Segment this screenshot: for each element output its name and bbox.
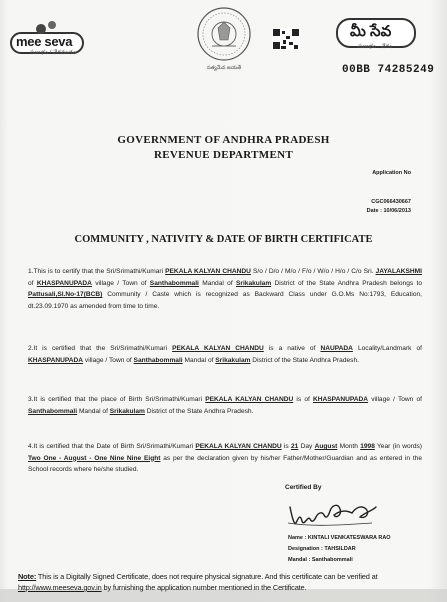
community-name: Pattusali,Sl.No-17(BCB) (28, 291, 103, 298)
verification-link[interactable]: http://www.meeseva.gov.in (18, 583, 102, 592)
village-name: KHASPANUPADA (28, 356, 84, 364)
text-run: of (28, 279, 37, 287)
parent-name: JAYALAKSHMI (375, 268, 422, 275)
mee-seva-logo-right (336, 14, 418, 56)
serial-number: 00BB 74285249 (342, 64, 435, 76)
department-title: REVENUE DEPARTMENT (154, 149, 293, 161)
emblem-caption: సత్యమేవ జయతే (206, 65, 242, 71)
mandal-name: Santhabommali (28, 407, 78, 415)
applicant-name: PEKALA KALYAN CHANDU (172, 345, 264, 352)
text-run: Community / Caste which is recognized as Backward Class under G.O.Ms No:1793, Education, dt.23.09.1970 as amended from time to time. (28, 291, 422, 310)
text-run: 4.It is certified that the Date of Birth Sri/Srimathi/Kumari (28, 443, 196, 450)
note-label: Note: (18, 572, 37, 581)
paragraph-nativity (28, 343, 422, 366)
paragraph-date-of-birth (28, 441, 422, 476)
text-run: Year (in words) (374, 443, 422, 450)
handwritten-signature (282, 493, 380, 533)
text-run: District of the State Andhra Pradesh belongs to (271, 279, 422, 287)
text-run: District of the State Andhra Pradesh. (144, 407, 254, 415)
logo-dot-icon (36, 24, 46, 34)
text-run: Day (298, 443, 315, 450)
government-title: GOVERNMENT OF ANDHRA PRADESH (117, 134, 330, 146)
text-run: Mandal of (77, 407, 110, 415)
mandal-name: Santhabommali (133, 356, 183, 364)
logo-text: మీ సేవ (350, 23, 392, 40)
note-text: by furnishing the application number mentioned in the Certificate. (101, 583, 307, 592)
birth-month: August (314, 443, 338, 450)
officer-mandal: Mandal : Santhabommali (288, 557, 353, 563)
village-name: KHASPANUPADA (312, 396, 369, 403)
birth-day: 21 (290, 443, 299, 450)
text-run: Locality/Landmark of (352, 345, 422, 352)
officer-name: Name : KINTALI VENKATESWARA RAO (288, 535, 391, 541)
applicant-name: PEKALA KALYAN CHANDU (205, 396, 294, 403)
district-name: Srikakulam (215, 356, 251, 364)
text-run: is (281, 443, 291, 450)
text-run: Month (337, 443, 361, 450)
date-label: Date : (366, 208, 382, 214)
village-name: KHASPANUPADA (36, 279, 92, 287)
text-run: 3.It is certified that the place of Birth Sri/Srimathi/Kumari (28, 396, 206, 403)
certified-by-label: Certified By (285, 484, 322, 491)
note-text: This is a Digitally Signed Certificate, does not require physical signature. And this certificate can be verified at (36, 572, 378, 581)
certificate-title: COMMUNITY , NATIVITY & DATE OF BIRTH CERTIFICATE (74, 234, 373, 245)
logo-subtext: సులభం / వేగవంతం (30, 50, 76, 56)
officer-designation: Designation : TAHSILDAR (288, 546, 356, 552)
text-run: Mandal of (198, 279, 236, 287)
logo-text: mee seva (16, 34, 73, 49)
paragraph-place-of-birth (28, 394, 422, 417)
application-date (367, 208, 411, 214)
text-run: as per the declaration given by his/her Father/Mother/Guardian and as entered in the School records where he/she studied. (28, 454, 422, 473)
text-run: is a native of (263, 345, 321, 352)
district-name: Srikakulam (236, 279, 272, 287)
logo-subtext: సులభం · వేగం (358, 44, 393, 50)
date-value: 10/06/2013 (383, 208, 411, 214)
verification-note (18, 571, 443, 593)
applicant-name: PEKALA KALYAN CHANDU (195, 443, 282, 450)
application-number-label: Application No (372, 170, 411, 176)
birth-date-in-words: Two One - August - One Nine Nine Eight (28, 454, 161, 462)
text-run: village / Town of (91, 279, 150, 287)
text-run: village / Town of (368, 396, 422, 403)
text-run: Mandal of (182, 356, 216, 364)
birth-year: 1998 (360, 443, 375, 450)
text-run: 1.This is to certify that the Sri/Srimathi/Kumari (28, 268, 166, 275)
text-run: village / Town of (83, 356, 134, 364)
locality-name: NAUPADA (320, 345, 353, 352)
state-emblem-icon (196, 6, 252, 72)
application-number: CGC066430667 (371, 199, 411, 205)
applicant-name: PEKALA KALYAN CHANDU (165, 268, 251, 275)
district-name: Srikakulam (109, 407, 145, 415)
text-run: S/o / D/o / M/o / F/o / W/o / H/o / C/o Sri. (250, 268, 376, 275)
qr-code-icon (272, 28, 300, 50)
text-run: is of (293, 396, 313, 403)
logo-dot-icon (48, 21, 56, 29)
mee-seva-logo-left (10, 18, 88, 62)
mandal-name: Santhabommali (149, 279, 199, 287)
text-run: 2.It is certified that the Sri/Srimathi/Kumari (28, 345, 173, 352)
text-run: District of the State Andhra Pradesh. (250, 356, 359, 364)
paragraph-community (28, 266, 422, 312)
